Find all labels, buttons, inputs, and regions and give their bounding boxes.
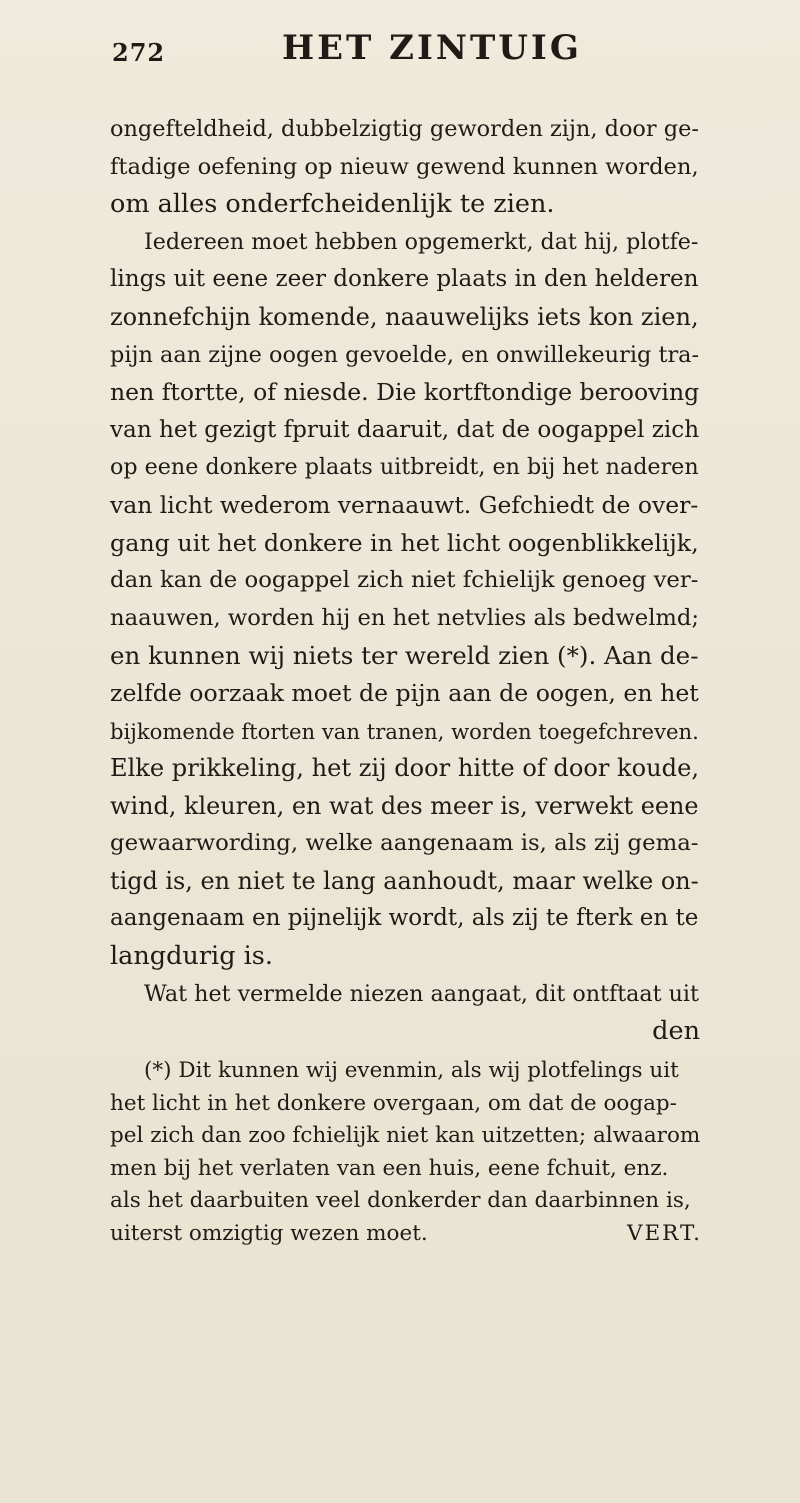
footnote-last-line xyxy=(110,1218,702,1251)
translator-signature: VERT. xyxy=(626,1220,702,1246)
text-line: bijkomende ftorten van tranen, worden toegefchreven. xyxy=(110,718,699,744)
footnote-line: het licht in het donkere overgaan, om dat de oogap- xyxy=(110,1090,677,1116)
text-line: van het gezigt fpruit daaruit, dat de oogappel zich xyxy=(110,416,700,443)
text-line: en kunnen wij niets ter wereld zien (*). Aan de- xyxy=(110,641,699,671)
text-line: lings uit eene zeer donkere plaats in den helderen xyxy=(110,266,699,293)
text-line: van licht wederom vernaauwt. Gefchiedt de over- xyxy=(110,490,699,519)
text-line: op eene donkere plaats uitbreidt, en bij het naderen xyxy=(110,454,699,481)
running-head: HET ZINTUIG xyxy=(282,28,582,68)
footnote-line-text: uiterst omzigtig wezen moet. xyxy=(110,1220,428,1246)
text-line: pijn aan zijne oogen gevoelde, en onwillekeurig tra- xyxy=(110,341,700,368)
text-line: ftadige oefening op nieuw gewend kunnen worden, xyxy=(110,153,699,180)
text-line: naauwen, worden hij en het netvlies als bedwelmd; xyxy=(110,604,700,631)
catchword: den xyxy=(652,1016,700,1047)
text-line: zelfde oorzaak moet de pijn aan de oogen, en het xyxy=(110,678,699,707)
paragraph-start-line: Iedereen moet hebben opgemerkt, dat hij, plotfe- xyxy=(144,228,699,255)
text-line: ongefteldheid, dubbelzigtig geworden zijn, door ge- xyxy=(110,116,699,142)
footnote-line: men bij het verlaten van een huis, eene fchuit, enz. xyxy=(110,1155,669,1181)
text-line: wind, kleuren, en wat des meer is, verwekt eene xyxy=(110,791,699,820)
text-line: nen ftortte, of niesde. Die kortftondige berooving xyxy=(110,378,700,407)
text-line: gewaarwording, welke aangenaam is, als zij gema- xyxy=(110,830,699,857)
body-text xyxy=(110,111,702,1051)
text-line: dan kan de oogappel zich niet fchielijk genoeg ver- xyxy=(110,567,699,594)
footnote-line: als het daarbuiten veel donkerder dan daarbinnen is, xyxy=(110,1188,691,1213)
page-header xyxy=(0,28,800,88)
text-line: Elke prikkeling, het zij door hitte of door koude, xyxy=(110,754,700,783)
text-line: tigd is, en niet te lang aanhoudt, maar welke on- xyxy=(110,866,699,895)
text-line: langdurig is. xyxy=(110,941,273,972)
footnote xyxy=(110,1055,702,1250)
text-line: aangenaam en pijnelijk wordt, als zij te fterk en te xyxy=(110,905,699,932)
text-line: gang uit het donkere in het licht oogenblikkelijk, xyxy=(110,528,699,557)
footnote-line: pel zich dan zoo fchielijk niet kan uitzetten; alwaarom xyxy=(110,1123,701,1148)
text-line: om alles onderfcheidenlijk te zien. xyxy=(110,189,555,220)
text-line: zonnefchijn komende, naauwelijks iets kon zien, xyxy=(110,302,699,331)
footnote-line: (*) Dit kunnen wij evenmin, als wij plotfelings uit xyxy=(144,1058,679,1083)
paragraph-start-line: Wat het vermelde niezen aangaat, dit ontftaat uit xyxy=(144,980,699,1007)
page-number: 272 xyxy=(112,38,166,67)
